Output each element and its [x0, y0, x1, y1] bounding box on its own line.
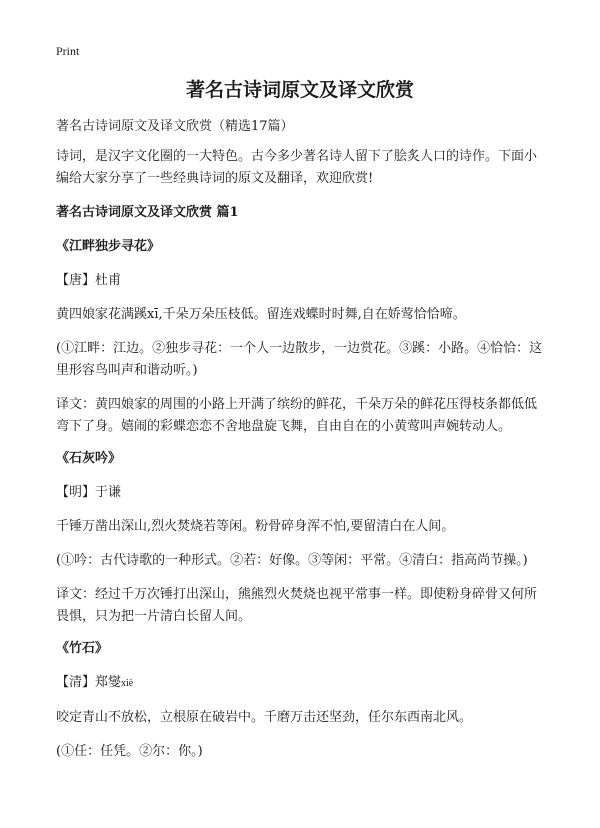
document-title: 著名古诗词原文及译文欣赏 — [185, 79, 414, 101]
poem-title: 《江畔独步寻花》 — [56, 239, 161, 254]
poem-text: 千锤万凿出深山,烈火焚烧若等闲。粉骨碎身浑不怕,要留清白在人间。 — [56, 519, 455, 534]
poem-translation: 译文：黄四娘家的周围的小路上开满了缤纷的鲜花，千朵万朵的鲜花压得枝条都低低弯下了身。嬉闹的彩蝶恋恋不舍地盘旋飞舞，自由自在的小黄莺叫声婉转动人。 — [56, 397, 538, 434]
poem-author: 郑燮 — [95, 675, 122, 690]
section-heading: 著名古诗词原文及译文欣赏 篇1 — [56, 205, 239, 220]
author-pinyin: xiè — [121, 678, 134, 689]
poem-text: 咬定青山不放松，立根原在破岩中。千磨万击还坚劲，任尔东西南北风。 — [56, 710, 473, 725]
poem-title: 《石灰吟》 — [56, 451, 122, 466]
poem-dynasty-author — [56, 672, 544, 695]
poem-dynasty-author: 【明】于谦 — [56, 485, 122, 500]
intro-paragraph: 诗词，是汉字文化圈的一大特色。古今多少著名诗人留下了脍炙人口的诗作。下面小编给大家分享了一些经典诗词的原文及翻译，欢迎欣赏! — [56, 149, 538, 186]
document-subtitle: 著名古诗词原文及译文欣赏（精选17篇） — [56, 119, 294, 134]
poem-notes: (①江畔：江边。②独步寻花：一个人一边散步，一边赏花。③蹊：小路。④恰恰：这里形容鸟叫声和谐动听。) — [56, 341, 543, 378]
poem-notes: (①吟：古代诗歌的一种形式。②若：好像。③等闲：平常。④清白：指高尚节操。) — [56, 553, 528, 568]
poem-translation: 译文：经过千万次锤打出深山，熊熊烈火焚烧也视平常事一样。即使粉身碎骨又何所畏惧，只为把一片清白长留人间。 — [56, 587, 538, 624]
poem-title: 《竹石》 — [56, 641, 109, 656]
print-label: Print — [56, 44, 80, 58]
poem-dynasty-author: 【唐】杜甫 — [56, 273, 122, 288]
poem-dynasty: 【清】 — [56, 675, 96, 690]
poem-text: 黄四娘家花满蹊xī,千朵万朵压枝低。留连戏蝶时时舞,自在娇莺恰恰啼。 — [56, 307, 466, 322]
poem-notes: (①任：任凭。②尔：你。) — [56, 744, 203, 759]
